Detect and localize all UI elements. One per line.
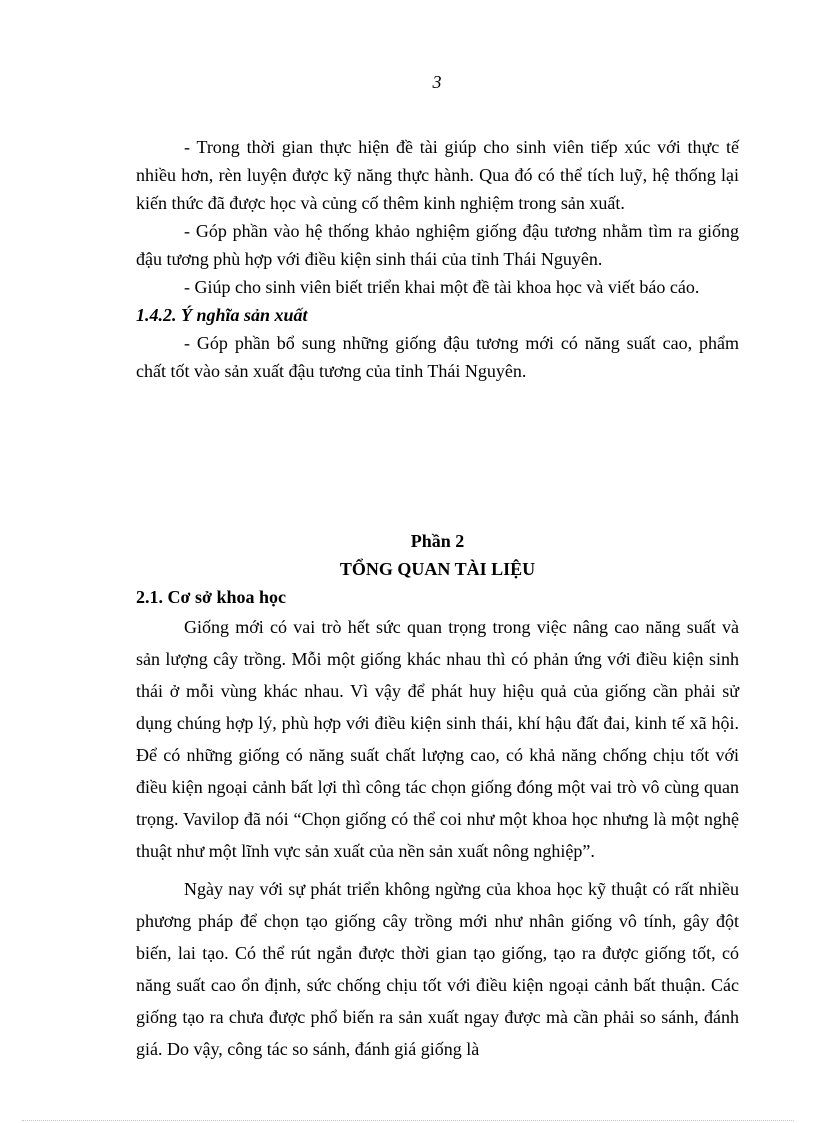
page-bottom-border xyxy=(22,1120,794,1121)
section-spacer xyxy=(136,385,739,527)
page-number: 3 xyxy=(432,72,442,92)
paragraph-benefit-practice: - Trong thời gian thực hiện đề tài giúp cho sinh viên tiếp xúc với thực tế nhiều hơn, rèn luyện được kỹ năng thực hành. Qua đó có thể tích luỹ, hệ thống lại kiến thức đã được học và củng cố thêm kinh nghiệm trong sản xuất. xyxy=(136,137,739,213)
section-heading-2-1: 2.1. Cơ sở khoa học xyxy=(136,587,286,607)
part-label: Phần 2 xyxy=(410,531,465,551)
paragraph-benefit-trial-system: - Góp phần vào hệ thống khảo nghiệm giống đậu tương nhằm tìm ra giống đậu tương phù hợp với điều kiện sinh thái của tỉnh Thái Nguyên. xyxy=(136,221,739,269)
section-heading-1-4-2: 1.4.2. Ý nghĩa sản xuất xyxy=(136,305,308,325)
paragraph-scientific-basis-1: Giống mới có vai trò hết sức quan trọng trong việc nâng cao năng suất và sản lượng cây trồng. Mỗi một giống khác nhau thì có phản ứng với điều kiện sinh thái ở mỗi vùng khác nhau. Vì vậy để phát huy hiệu quả của giống cần phải sử dụng chúng hợp lý, phù hợp với điều kiện sinh thái, khí hậu đất đai, kinh tế xã hội. Để có những giống có năng suất chất lượng cao, có khả năng chống chịu tốt với điều kiện ngoại cảnh bất lợi thì công tác chọn giống đóng một vai trò vô cùng quan trọng. Vavilop đã nói “Chọn giống có thể coi như một khoa học nhưng là một nghệ thuật như một lĩnh vực sản xuất của nền sản xuất nông nghiệp”. xyxy=(136,617,739,861)
paragraph-scientific-basis-2: Ngày nay với sự phát triển không ngừng của khoa học kỹ thuật có rất nhiều phương pháp để chọn tạo giống cây trồng mới như nhân giống vô tính, gây đột biến, lai tạo. Có thể rút ngắn được thời gian tạo giống, tạo ra được giống tốt, có năng suất cao ổn định, sức chống chịu tốt với điều kiện ngoại cảnh bất thuận. Các giống tạo ra chưa được phổ biến ra sản xuất ngay được mà cần phải so sánh, đánh giá. Do vậy, công tác so sánh, đánh giá giống là xyxy=(136,879,739,1059)
paragraph-production-significance: - Góp phần bổ sung những giống đậu tương mới có năng suất cao, phẩm chất tốt vào sản xuất đậu tương của tỉnh Thái Nguyên. xyxy=(136,333,739,381)
part-title: TỔNG QUAN TÀI LIỆU xyxy=(339,559,536,579)
page-content xyxy=(136,133,739,1065)
paragraph-benefit-research-skill: - Giúp cho sinh viên biết triển khai một đề tài khoa học và viết báo cáo. xyxy=(184,277,700,297)
